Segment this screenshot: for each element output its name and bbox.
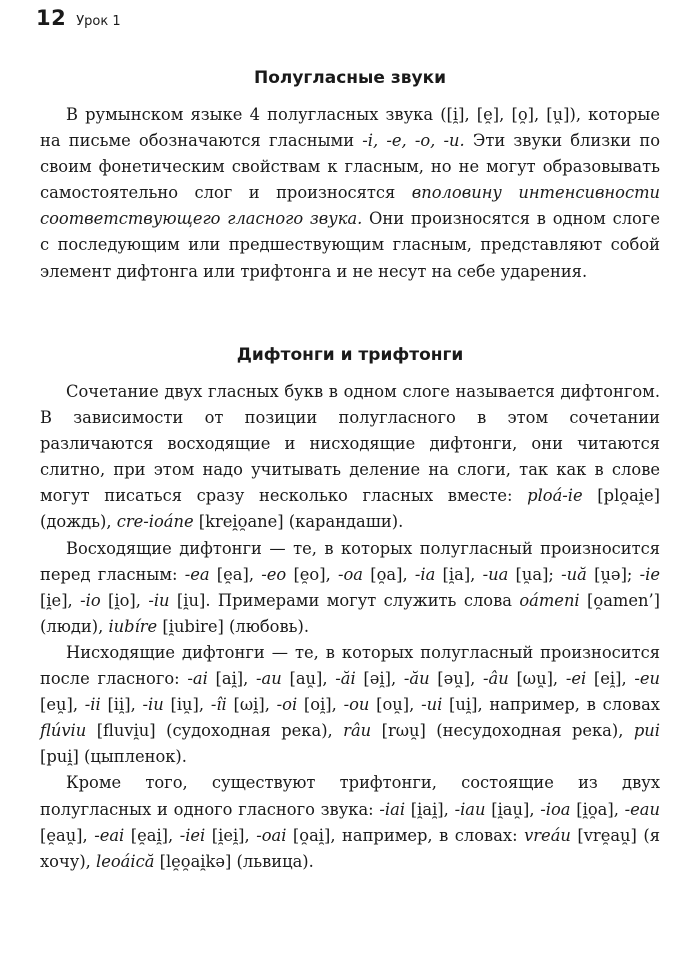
italic-term: -ua <box>482 564 509 584</box>
text-run: [ei̯], <box>586 669 635 689</box>
text-run: [eu̯], <box>40 695 85 715</box>
italic-term: -ea <box>184 564 210 584</box>
italic-term: -ie <box>639 564 660 584</box>
text-run: [i̯ai̯], <box>405 799 455 819</box>
text-run: [i̯a], <box>435 564 483 584</box>
italic-term: -oai <box>256 825 287 845</box>
text-run: [i̯o̯a], <box>570 799 625 819</box>
text-run: [iu̯], <box>163 695 211 715</box>
italic-term: -âu <box>483 669 509 689</box>
text-run: Сочетание двух гласных букв в одном слоге называется дифтонгом. В зависимости от позиции полугласного в этом сочетании различаются восходящие и нисходящие дифтонги, они читаются слитно, при этом надо учитывать деление на слоги, так как в слове могут писаться сразу несколько гласных вместе: <box>40 382 660 506</box>
italic-term: -eau <box>624 799 660 819</box>
italic-term: pui <box>633 721 660 741</box>
text-run: [au̯], <box>281 669 336 689</box>
italic-term: -au <box>256 669 282 689</box>
italic-term: -ia <box>414 564 436 584</box>
text-run: [krei̯o̯ane] (карандаши). <box>193 512 404 532</box>
text-run: [əi̯], <box>355 669 404 689</box>
italic-term: -iau <box>454 799 486 819</box>
text-run: [fluvi̯u] (судоходная река), <box>86 721 344 741</box>
italic-term: -ei <box>565 669 587 689</box>
italic-term: -ău <box>403 669 430 689</box>
italic-term: -eai <box>94 825 125 845</box>
paragraph <box>40 379 660 536</box>
text-run: Они произносятся в одном слоге с последующим или предшествующим гласным, представляют собой элемент дифтонга или трифтонга и не несут на себе ударения. <box>40 209 660 281</box>
text-run: [i̯ei̯], <box>205 825 257 845</box>
section-semivowels <box>40 68 660 285</box>
text-run: [ωu̯], <box>508 669 566 689</box>
text-run: [o̯a], <box>363 564 415 584</box>
text-run: [e̯au̯], <box>40 825 95 845</box>
text-run: [i̯au̯], <box>485 799 541 819</box>
text-run: Восходящие дифтонги — те, в которых полугласный произносится перед гласным: <box>40 538 660 584</box>
italic-term: oámeni <box>519 590 580 610</box>
italic-term: -ii <box>84 695 101 715</box>
italic-term: -ui <box>421 695 443 715</box>
italic-term: -iu <box>142 695 164 715</box>
paragraph <box>40 102 660 285</box>
text-run: [i̯ubire] (любовь). <box>157 616 310 636</box>
text-run: Кроме того, существуют трифтонги, состоящие из двух полугласных и одного гласного звука: <box>40 773 660 819</box>
italic-term: -eo <box>261 564 287 584</box>
italic-term: leoáică <box>96 851 155 871</box>
italic-term: -ou <box>343 695 370 715</box>
text-run: [vre̯au̯] (я хочу), <box>40 825 661 871</box>
italic-term: вполовину интенсивности соответствующего гласного звука. <box>40 183 660 229</box>
text-run: [plo̯ai̯e] (дождь), <box>40 486 660 532</box>
text-run: Эти звуки близки по своим фонетическим свойствам к гласным, но не могут образовывать самостоятельно слог и произносятся <box>40 131 661 203</box>
text-run: [i̯o], <box>100 590 149 610</box>
italic-term: cre-ioáne <box>116 512 194 532</box>
italic-term: -ioa <box>540 799 571 819</box>
italic-term: -ai <box>187 669 208 689</box>
italic-term: râu <box>343 721 372 741</box>
italic-term: flúviu <box>40 721 87 741</box>
italic-term: -oa <box>338 564 364 584</box>
italic-term: -io <box>80 590 101 610</box>
paragraph <box>40 640 660 770</box>
chapter-title: Урок 1 <box>76 14 121 29</box>
paragraph <box>40 536 660 640</box>
section-heading: Полугласные звуки <box>253 68 447 88</box>
page-header <box>36 6 121 30</box>
text-run: [u̯ə]; <box>586 564 640 584</box>
text-run: [e̯ai̯], <box>124 825 180 845</box>
text-run: [pui̯] (цыпленок). <box>40 747 187 767</box>
text-run: [rωu̯] (несудоходная река), <box>371 721 634 741</box>
text-run: В румынском языке 4 полугласных звука ([i̯], [e̯], [o̯], [u̯]), которые на письме обозначаются гласными <box>40 105 660 151</box>
text-run: [le̯o̯ai̯kə] (львица). <box>154 851 314 871</box>
italic-term: -eu <box>634 669 660 689</box>
text-run: Нисходящие дифтонги — те, в которых полугласный произносится после гласного: <box>40 642 660 689</box>
italic-term: iubíre <box>108 616 158 636</box>
text-run: [o̯ai̯], например, в словах: <box>286 825 525 845</box>
text-run: [i̯u]. Примерами могут служить слова <box>169 590 520 610</box>
italic-term: -oi <box>276 695 298 715</box>
italic-term: -i, -e, -o, -u. <box>362 131 465 151</box>
italic-term: -iei <box>179 825 206 845</box>
italic-term: ploá-ie <box>527 486 583 506</box>
italic-term: -îi <box>210 695 227 715</box>
italic-term: -iai <box>379 799 406 819</box>
paragraph <box>40 770 660 874</box>
italic-term: -iu <box>148 590 170 610</box>
text-run: [i̯e], <box>40 590 81 610</box>
italic-term: vreáu <box>524 825 571 845</box>
text-run: [ii̯], <box>100 695 143 715</box>
italic-term: -ăi <box>335 669 356 689</box>
text-run: [ou̯], <box>369 695 422 715</box>
text-run: [əu̯], <box>429 669 484 689</box>
page-number: 12 <box>36 6 67 30</box>
text-run: [e̯a], <box>209 564 262 584</box>
text-run: [u̯a]; <box>508 564 562 584</box>
section-diphthongs <box>40 345 660 875</box>
text-run: [o̯amen’] (люди), <box>40 590 660 636</box>
text-run: [oi̯], <box>297 695 344 715</box>
text-run: [e̯o], <box>286 564 338 584</box>
section-heading: Дифтонги и трифтонги <box>236 345 464 365</box>
text-run: [ai̯], <box>207 669 257 689</box>
italic-term: -uă <box>561 564 587 584</box>
text-run: [ui̯], например, в словах <box>442 695 660 715</box>
text-run: [ωi̯], <box>226 695 277 715</box>
